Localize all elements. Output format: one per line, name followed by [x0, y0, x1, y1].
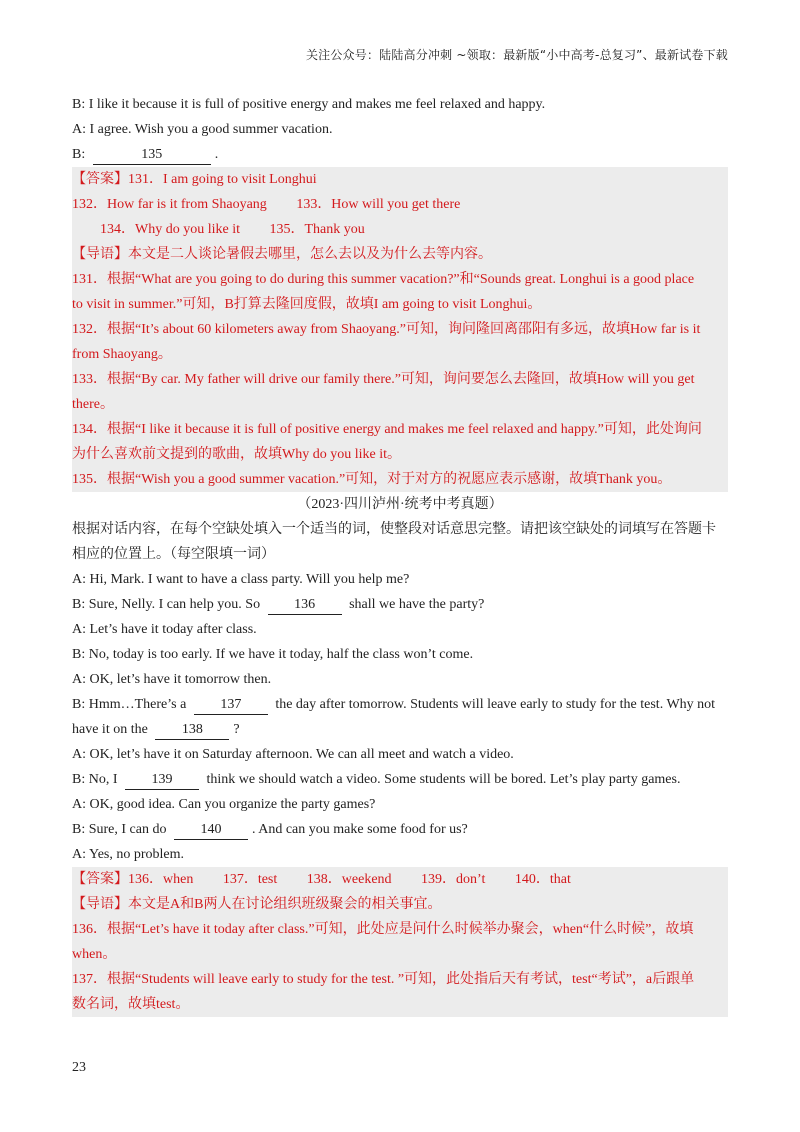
answer-134: 134．Why do you like it	[100, 222, 240, 237]
answer-138: 138．weekend	[306, 872, 392, 887]
answer-block-2	[72, 867, 728, 1017]
dialogue-line: A: Let’s have it today after class.	[72, 622, 257, 637]
explanation-137: 数名词，故填test。	[72, 997, 190, 1012]
blank-137: 137	[194, 696, 268, 715]
speaker-label: B:	[72, 147, 86, 162]
dialogue-text: B: Sure, I can do	[72, 822, 167, 837]
blank-138: 138	[155, 721, 229, 740]
dialogue-line: B: No, today is too early. If we have it today, half the class won’t come.	[72, 647, 474, 662]
explanation-132: 132．根据“It’s about 60 kilometers away from Shaoyang.”可知，询问隆回离邵阳有多远，故填How far is it	[72, 322, 701, 337]
explanation-137: 137．根据“Students will leave early to study for the test. ”可知，此处指后天有考试，test“考试”，a后跟单	[72, 972, 695, 987]
explanation-134: 134．根据“I like it because it is full of positive energy and makes me feel relaxed and happy.”可知，此处询问	[72, 422, 702, 437]
dialogue-line-140	[72, 817, 728, 842]
answer-line	[72, 217, 728, 242]
answer-line	[72, 192, 728, 217]
explanation-136: when。	[72, 947, 117, 962]
guide-text: 【导语】本文是A和B两人在讨论组织班级聚会的相关事宜。	[72, 897, 442, 912]
dialogue-line-136	[72, 592, 728, 617]
dialogue-line: A: I agree. Wish you a good summer vacation.	[72, 122, 333, 137]
answer-line: 【答案】131．I am going to visit Longhui	[72, 172, 317, 187]
explanation-133: 133．根据“By car. My father will drive our family there.”可知，询问要怎么去隆回，故填How will you get	[72, 372, 695, 387]
document-body	[72, 92, 728, 1017]
dialogue-text: . And can you make some food for us?	[251, 822, 468, 837]
answer-140: 140．that	[514, 872, 571, 887]
dialogue-text: the day after tomorrow. Students will leave early to study for the test. Why not	[275, 697, 716, 712]
explanation-135: 135．根据“Wish you a good summer vacation.”可知，对于对方的祝愿应表示感谢，故填Thank you。	[72, 472, 672, 487]
dialogue-line: A: OK, good idea. Can you organize the party games?	[72, 797, 376, 812]
dialogue-text: have it on the	[72, 722, 148, 737]
blank-139: 139	[125, 771, 199, 790]
dialogue-line-135	[72, 142, 728, 167]
answer-135: 135．Thank you	[269, 222, 365, 237]
blank-136: 136	[268, 596, 342, 615]
answer-133: 133．How will you get there	[296, 197, 461, 212]
dialogue-text: B: No, I	[72, 772, 118, 787]
explanation-132: from Shaoyang。	[72, 347, 172, 362]
dialogue-line: A: Yes, no problem.	[72, 847, 185, 862]
punctuation: .	[214, 147, 219, 162]
dialogue-line: A: OK, let’s have it on Saturday afternoon. We can all meet and watch a video.	[72, 747, 514, 762]
dialogue-line: A: OK, let’s have it tomorrow then.	[72, 672, 272, 687]
guide-text: 【导语】本文是二人谈论暑假去哪里，怎么去以及为什么去等内容。	[72, 247, 492, 262]
dialogue-line-139	[72, 767, 728, 792]
dialogue-text: B: Sure, Nelly. I can help you. So	[72, 597, 261, 612]
explanation-131: 131．根据“What are you going to do during this summer vacation?”和“Sounds great. Longhui is a good place	[72, 272, 695, 287]
punctuation: ?	[233, 722, 240, 737]
blank-135: 135	[93, 146, 211, 165]
question-source: （2023·四川泸州·统考中考真题）	[297, 497, 503, 512]
dialogue-line: B: I like it because it is full of positive energy and makes me feel relaxed and happy.	[72, 97, 546, 112]
dialogue-text: shall we have the party?	[349, 597, 485, 612]
answer-line	[72, 867, 728, 892]
blank-140: 140	[174, 821, 248, 840]
instructions: 根据对话内容，在每个空缺处填入一个适当的词，使整段对话意思完整。请把该空缺处的词填写在答题卡	[72, 522, 716, 537]
dialogue-text: think we should watch a video. Some students will be bored. Let’s play party games.	[206, 772, 681, 787]
explanation-133: there。	[72, 397, 114, 412]
answer-label: 【答案】	[72, 872, 128, 887]
dialogue-text: B: Hmm…There’s a	[72, 697, 187, 712]
explanation-134: 为什么喜欢前文提到的歌曲，故填Why do you like it。	[72, 447, 401, 462]
dialogue-line-137	[72, 692, 728, 717]
answer-132: 132．How far is it from Shaoyang	[72, 197, 267, 212]
dialogue-line: A: Hi, Mark. I want to have a class party. Will you help me?	[72, 572, 410, 587]
answer-block-1	[72, 167, 728, 492]
instructions: 相应的位置上。（每空限填一词）	[72, 547, 275, 562]
dialogue-line-138	[72, 717, 728, 742]
answer-137: 137．test	[222, 872, 278, 887]
page-header: 关注公众号：陆陆高分冲刺 ~领取：最新版“小中高考-总复习”、最新试卷下载	[305, 48, 728, 62]
page-number: 23	[72, 1060, 86, 1075]
answer-136: 136．when	[128, 872, 194, 887]
explanation-136: 136．根据“Let’s have it today after class.”可知，此处应是问什么时候举办聚会，when“什么时候”，故填	[72, 922, 694, 937]
answer-139: 139．don’t	[421, 872, 486, 887]
explanation-131: to visit in summer.”可知，B打算去隆回度假，故填I am going to visit Longhui。	[72, 297, 542, 312]
